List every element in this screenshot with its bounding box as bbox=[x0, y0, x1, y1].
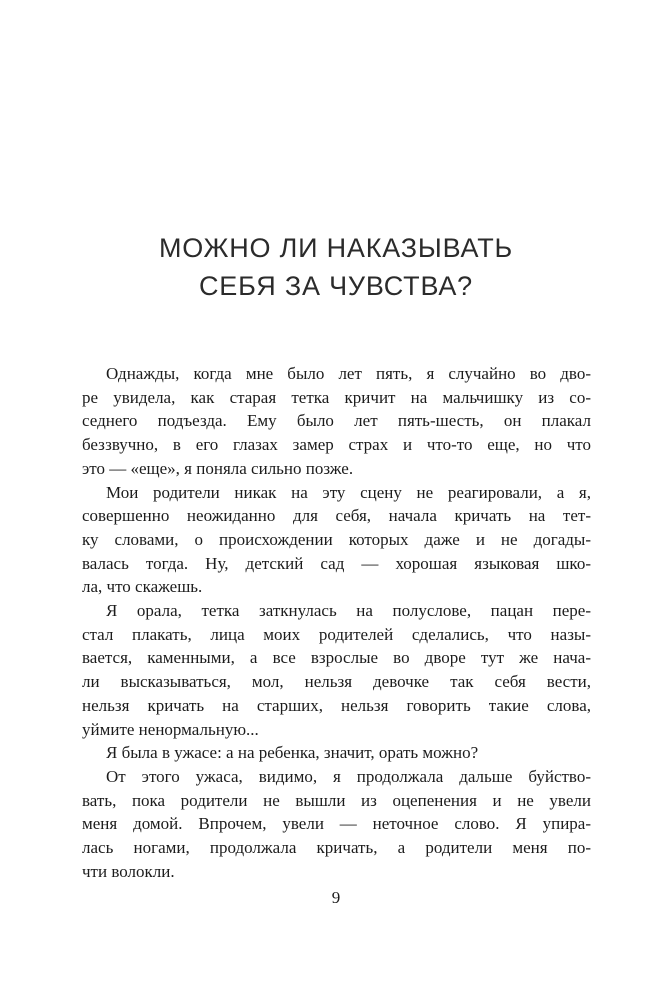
text-line: Я была в ужасе: а на ребенка, значит, орать можно? bbox=[106, 743, 479, 763]
body-text bbox=[82, 362, 591, 883]
text-line: меня домой. Впрочем, увели — неточное слово. Я упира- bbox=[82, 814, 591, 834]
text-line: стал плакать, лица моих родителей сделались, что назы- bbox=[82, 624, 591, 644]
text-line: ре увидела, как старая тетка кричит на мальчишку из со- bbox=[82, 387, 591, 407]
paragraph bbox=[82, 362, 591, 481]
paragraph bbox=[82, 481, 591, 600]
paragraph bbox=[82, 765, 591, 884]
text-line: вать, пока родители не вышли из оцепенения и не увели bbox=[82, 790, 591, 810]
chapter-title bbox=[0, 0, 672, 305]
chapter-title-line-1: МОЖНО ЛИ НАКАЗЫВАТЬ bbox=[158, 233, 514, 263]
text-line: совершенно неожиданно для себя, начала кричать на тет- bbox=[82, 506, 591, 526]
paragraph bbox=[82, 599, 591, 741]
text-line: валась тогда. Ну, детский сад — хорошая языковая шко- bbox=[82, 553, 591, 573]
text-line: ли высказываться, мол, нельзя девочке так себя вести, bbox=[82, 672, 591, 692]
text-line: Мои родители никак на эту сцену не реагировали, а я, bbox=[106, 482, 591, 502]
text-line: ку словами, о происхождении которых даже и не догады- bbox=[82, 529, 591, 549]
text-line: беззвучно, в его глазах замер страх и что-то еще, но что bbox=[82, 435, 591, 455]
text-line: это — «еще», я поняла сильно позже. bbox=[82, 458, 354, 478]
text-line: седнего подъезда. Ему было лет пять-шесть, он плакал bbox=[82, 411, 591, 431]
text-line: ла, что скажешь. bbox=[82, 577, 203, 597]
chapter-title-line-2: СЕБЯ ЗА ЧУВСТВА? bbox=[198, 271, 474, 301]
text-line: Я орала, тетка заткнулась на полуслове, пацан пере- bbox=[106, 601, 591, 621]
page-number: 9 bbox=[331, 888, 341, 907]
text-line: вается, каменными, а все взрослые во дворе тут же нача- bbox=[82, 648, 591, 668]
text-line: чти волокли. bbox=[82, 861, 175, 881]
text-line: лась ногами, продолжала кричать, а родители меня по- bbox=[82, 838, 591, 858]
paragraph bbox=[82, 741, 591, 765]
text-line: От этого ужаса, видимо, я продолжала дальше буйство- bbox=[106, 766, 591, 786]
text-line: уймите ненормальную... bbox=[82, 719, 259, 739]
text-line: нельзя кричать на старших, нельзя говорить такие слова, bbox=[82, 695, 591, 715]
text-line: Однажды, когда мне было лет пять, я случайно во дво- bbox=[106, 364, 591, 383]
